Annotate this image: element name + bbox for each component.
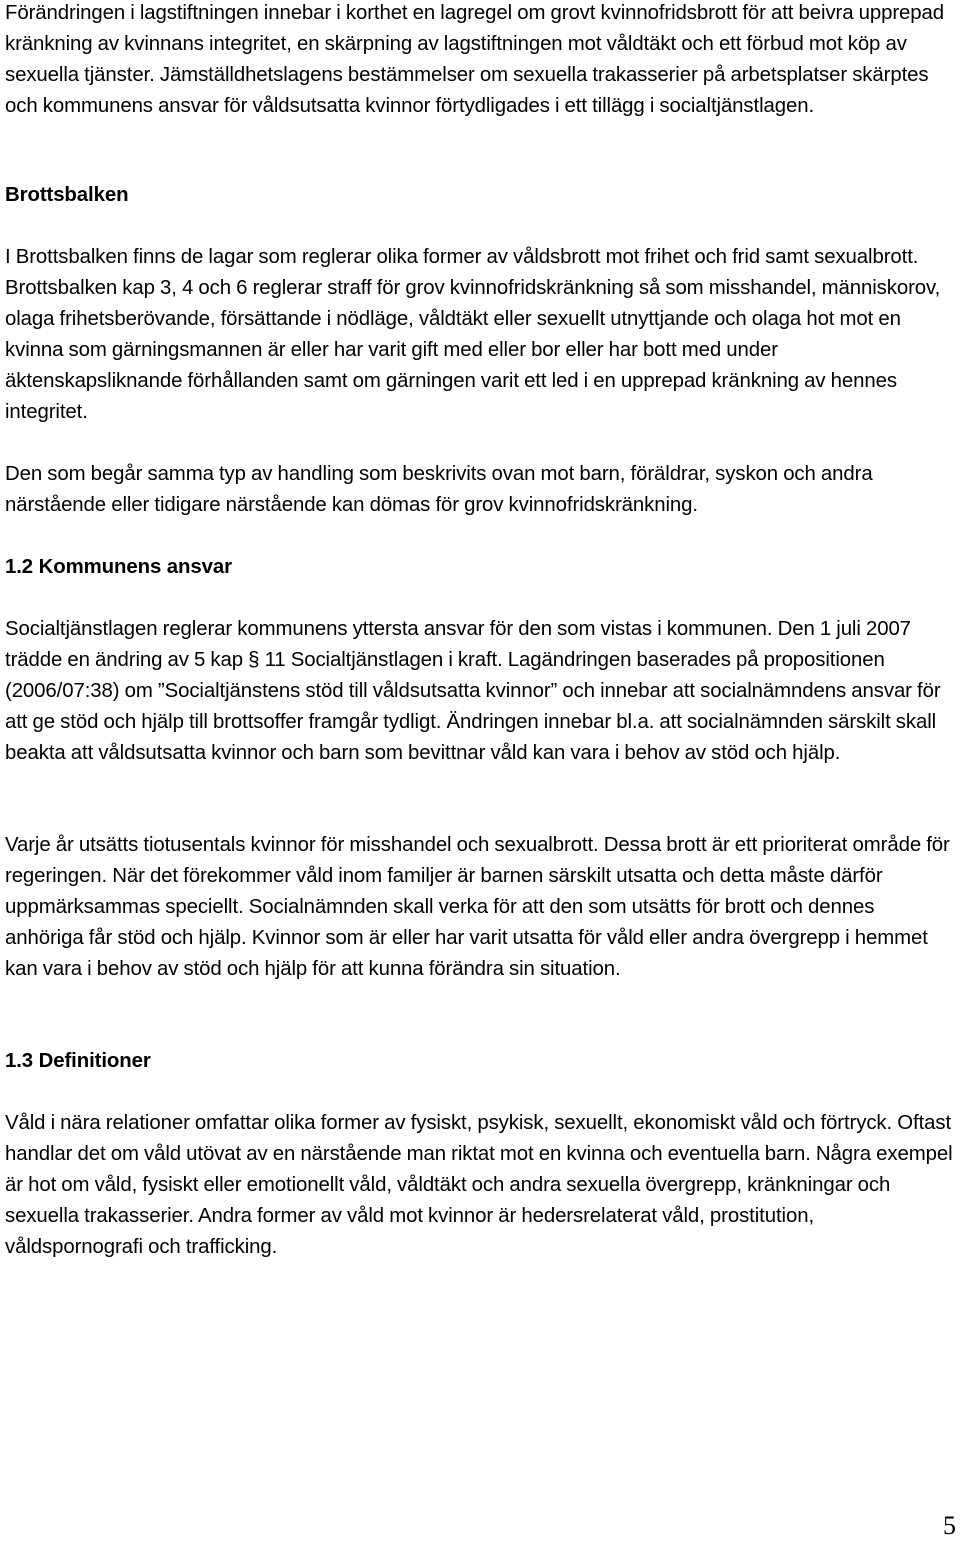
kommunens-ansvar-paragraph-1: Socialtjänstlagen reglerar kommunens yttersta ansvar för den som vistas i kommunen. Den 1 juli 2007 trädde en ändring av 5 kap § 11 Socialtjänstlagen i kraft. Lagändringen baserades på propositionen (2006/07:38) om ”Socialtjänstens stöd till våldsutsatta kvinnor” och innebar att socialnämndens ansvar för att ge stöd och hjälp till brottsoffer framgår tydligt. Ändringen innebar bl.a. att socialnämnden särskilt skall beakta att våldsutsatta kvinnor och barn som bevittnar våld kan vara i behov av stöd och hjälp. [5,618,941,764]
intro-paragraph: Förändringen i lagstiftningen innebar i korthet en lagregel om grovt kvinnofridsbrott för att beivra upprepad kränkning av kvinnans integritet, en skärpning av lagstiftningen mot våldtäkt och ett förbud mot köp av sexuella tjänster. Jämställdhetslagens bestämmelser om sexuella trakasserier på arbetsplatser skärptes och kommunens ansvar för våldsutsatta kvinnor förtydligades i ett tillägg i socialtjänstlagen. [5,2,945,117]
section-heading-kommunens-ansvar: 1.2 Kommunens ansvar [5,556,232,578]
brottsbalken-paragraph-1: I Brottsbalken finns de lagar som reglerar olika former av våldsbrott mot frihet och frid samt sexualbrott. Brottsbalken kap 3, 4 och 6 reglerar straff för grov kvinnofridskränkning så som misshandel, människorov, olaga frihetsberövande, försättande i nödläge, våldtäkt eller sexuellt utnyttjande och olaga hot mot en kvinna som gärningsmannen är eller har varit gift med eller bor eller har bott med under äktenskapsliknande förhållanden samt om gärningen varit ett led i en upprepad kränkning av hennes integritet. [5,246,941,423]
brottsbalken-paragraph-2: Den som begår samma typ av handling som beskrivits ovan mot barn, föräldrar, syskon och andra närstående eller tidigare närstående kan dömas för grov kvinnofridskränkning. [5,463,873,516]
definitioner-paragraph-1: Våld i nära relationer omfattar olika former av fysiskt, psykisk, sexuellt, ekonomiskt våld och förtryck. Oftast handlar det om våld utövat av en närstående man riktat mot en kvinna och eventuella barn. Några exempel är hot om våld, fysiskt eller emotionellt våld, våldtäkt och andra sexuella övergrepp, kränkningar och sexuella trakasserier. Andra former av våld mot kvinnor är hedersrelaterat våld, prostitution, våldspornografi och trafficking. [5,1112,953,1258]
section-heading-brottsbalken: Brottsbalken [5,184,129,206]
kommunens-ansvar-paragraph-2: Varje år utsätts tiotusentals kvinnor för misshandel och sexualbrott. Dessa brott är ett prioriterat område för regeringen. När det förekommer våld inom familjer är barnen särskilt utsatta och detta måste därför uppmärksammas speciellt. Socialnämnden skall verka för att den som utsätts för brott och dennes anhöriga får stöd och hjälp. Kvinnor som är eller har varit utsatta för våld eller andra övergrepp i hemmet kan vara i behov av stöd och hjälp för att kunna förändra sin situation. [5,834,950,980]
page-number: 5 [943,1511,956,1540]
section-heading-definitioner: 1.3 Definitioner [5,1050,151,1072]
